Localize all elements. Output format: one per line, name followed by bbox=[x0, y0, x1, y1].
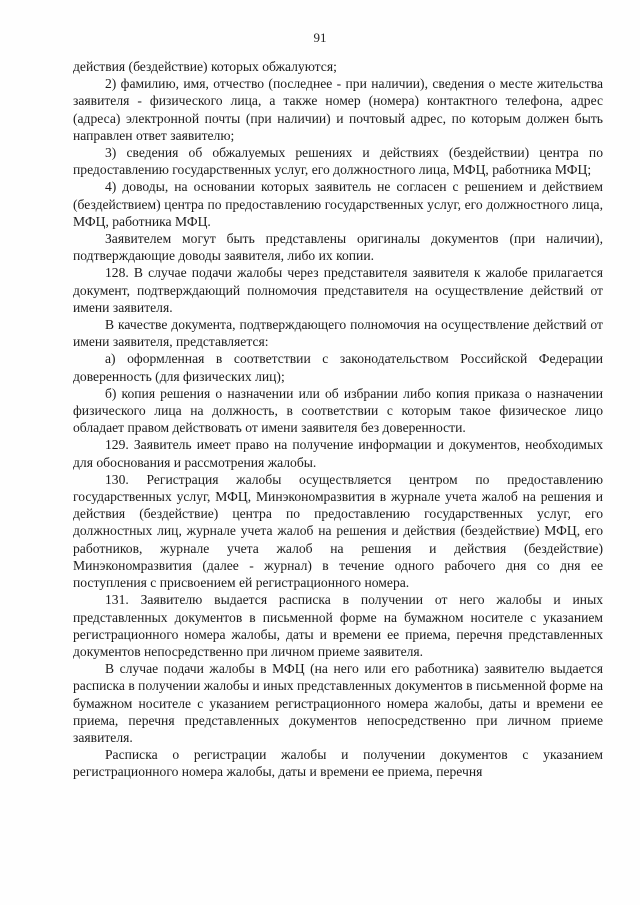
paragraph: 129. Заявитель имеет право на получение информации и документов, необходимых для обоснования и рассмотрения жалобы. bbox=[73, 437, 603, 470]
paragraph: действия (бездействие) которых обжалуются; bbox=[73, 59, 337, 74]
paragraph: а) оформленная в соответствии с законодательством Российской Федерации доверенность (для физических лиц); bbox=[73, 351, 603, 384]
paragraph: 131. Заявителю выдается расписка в получении от него жалобы и иных представленных документов в письменной форме на бумажном носителе с указанием регистрационного номера жалобы, даты и времени ее приема, перечня представленных документов непосредственно при личном приеме заявителя. bbox=[73, 592, 603, 659]
page-number: 91 bbox=[313, 30, 327, 45]
paragraph: В качестве документа, подтверждающего полномочия на осуществление действий от имени заявителя, представляется: bbox=[73, 317, 603, 350]
paragraph: Заявителем могут быть представлены оригиналы документов (при наличии), подтверждающие доводы заявителя, либо их копии. bbox=[73, 231, 603, 264]
paragraph: В случае подачи жалобы в МФЦ (на него или его работника) заявителю выдается расписка в получении жалобы и иных представленных документов в письменной форме на бумажном носителе с указанием регистрационного номера жалобы, даты и времени ее приема, перечня представленных документов непосредственно при личном приеме заявителя. bbox=[73, 661, 603, 745]
paragraph: Расписка о регистрации жалобы и получении документов с указанием регистрационного номера жалобы, даты и времени ее приема, перечня bbox=[73, 747, 603, 780]
paragraph: 3) сведения об обжалуемых решениях и действиях (бездействии) центра по предоставлению государственных услуг, его должностного лица, МФЦ, работника МФЦ; bbox=[73, 145, 603, 178]
paragraph: 4) доводы, на основании которых заявитель не согласен с решением и действием (бездействием) центра по предоставлению государственных услуг, его должностного лица, МФЦ, работника МФЦ. bbox=[73, 179, 603, 229]
paragraph: б) копия решения о назначении или об избрании либо копия приказа о назначении физического лица на должность, в соответствии с которым такое физическое лицо обладает правом действовать от имени заявителя без доверенности. bbox=[73, 385, 603, 436]
document-body bbox=[73, 58, 603, 781]
paragraph: 130. Регистрация жалобы осуществляется центром по предоставлению государственных услуг, МФЦ, Минэкономразвития в журнале учета жалоб на решения и действия (бездействие) центра по предоставлению государственных услуг, его должностных лиц, журнале учета жалоб на решения и действия (бездействие) МФЦ, его работников, журнале учета жалоб на решения и действия (бездействие) Минэкономразвития (далее - журнал) в течение одного рабочего дня со дня ее поступления с присвоением ей регистрационного номера. bbox=[73, 471, 603, 591]
paragraph: 128. В случае подачи жалобы через представителя заявителя к жалобе прилагается документ, подтверждающий полномочия представителя на осуществление действий от имени заявителя. bbox=[73, 265, 603, 315]
paragraph: 2) фамилию, имя, отчество (последнее - при наличии), сведения о месте жительства заявителя - физического лица, а также номер (номера) контактного телефона, адрес (адреса) электронной почты (при наличии) и почтовый адрес, по которым должен быть направлен ответ заявителю; bbox=[73, 76, 603, 143]
